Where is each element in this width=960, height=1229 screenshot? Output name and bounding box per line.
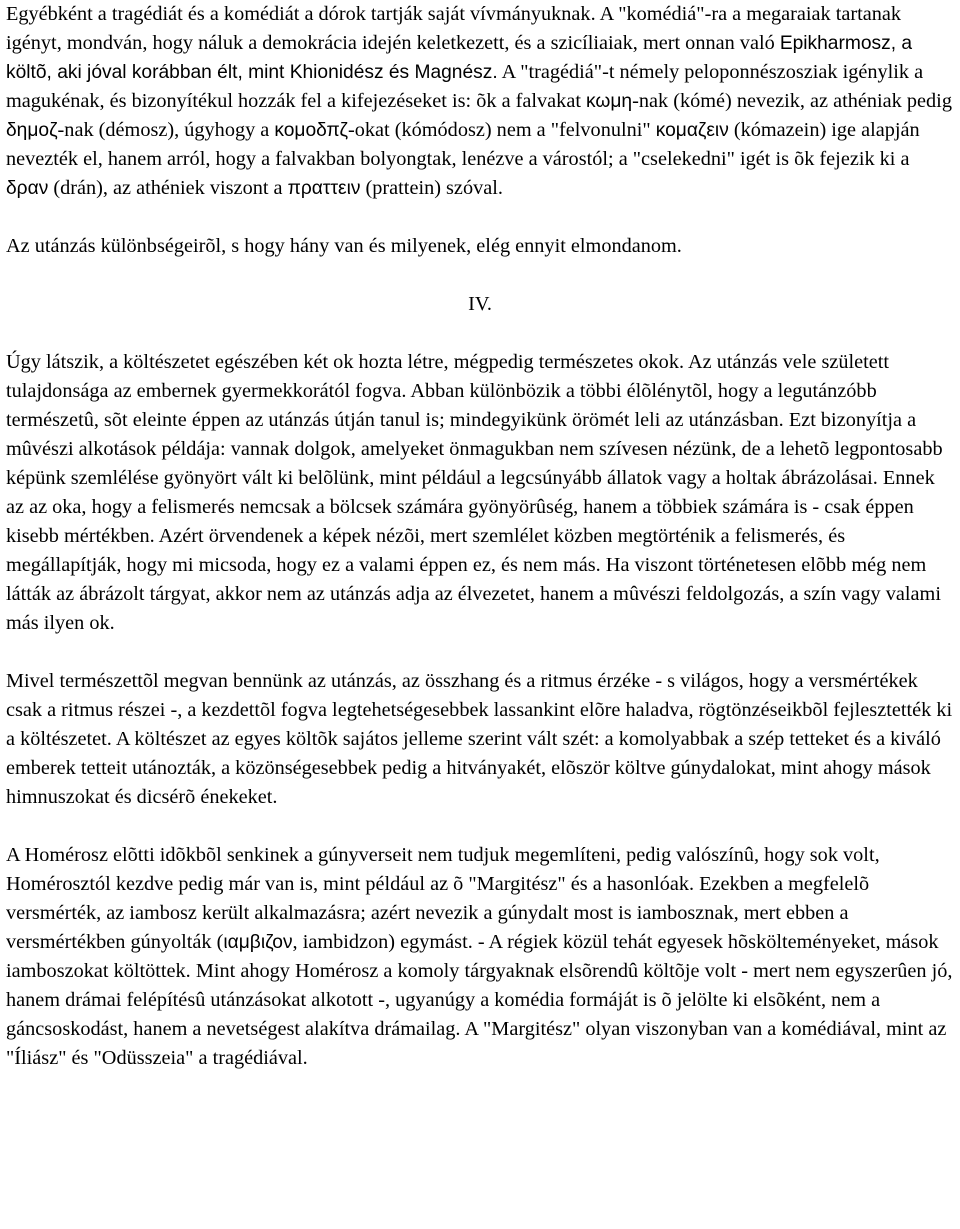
greek-word-demos: δημοζ <box>6 120 58 141</box>
paragraph-spacer <box>6 261 954 290</box>
paragraph-homer <box>6 841 954 1073</box>
section-heading: IV. <box>468 293 492 315</box>
greek-word-kome: κωμη <box>586 91 633 112</box>
paragraph-text: -nak (kómé) nevezik, az athéniak pedig <box>632 90 952 112</box>
paragraph-text: (prattein) szóval. <box>360 177 503 199</box>
paragraph-text: Egyébként a tragédiát és a komédiát a dórok tartják saját vívmányuknak. A "komédiá"-ra a megaraiak tartanak igényt, mondván, hogy náluk a demokrácia idején keletkezett, és a szicíliaiak, mert onnan való <box>6 3 902 54</box>
paragraph-text: , iambidzon) egymást. - A régiek közül tehát egyesek hõskölteményeket, mások iamboszokat költöttek. Mint ahogy Homérosz a komoly tárgyaknak elsõrendû költõje volt - mert nem egyszerûen jó, hanem drámai felépítésû utánzásokat alkotott -, ugyanúgy a komédia formáját is õ jelölte ki elsõként, nem a gáncsoskodást, hanem a nevetségest alakítva drámailag. A "Margitész" olyan viszonyban van a komédiával, mint az "Íliász" és "Odüsszeia" a tragédiával. <box>6 931 953 1069</box>
greek-word-iambizon: ιαμβιζον <box>223 932 293 953</box>
paragraph-spacer <box>6 638 954 667</box>
document-page <box>6 0 954 1073</box>
paragraph-text-sans: Epikharmosz, a költõ, aki jóval korábban élt, mint Khionidész és Magnész. <box>6 33 913 83</box>
paragraph-text: (drán), az athéniek viszont a <box>48 177 288 199</box>
paragraph-text: A Homérosz elõtti idõkbõl senkinek a gúnyverseit nem tudjuk megemlíteni, pedig valószínû, hogy sok volt, Homérosztól kezdve pedig már van is, mint például az õ "Margitész" és a hasonlóak. Ezekben a megfelelõ versmérték, az iambosz került alkalmazásra; azért nevezik a gúnydalt most is iambosznak, mert ebben a versmértékben gúnyolták ( <box>6 844 880 953</box>
paragraph-text: -nak (démosz), úgyhogy a <box>57 119 275 141</box>
paragraph-text: A "tragédiá"-t némely peloponnészosziak igénylik a magukénak, és bizonyítékul hozzák fel a kifejezéseket is: õk a falvakat <box>6 61 924 112</box>
paragraph-imitation: Úgy látszik, a költészetet egészében két ok hozta létre, mégpedig természetes okok. Az utánzás vele született tulajdonsága az embernek gyermekkorától fogva. Abban különbözik a többi élõlénytõl, hogy a legutánzóbb természetû, sõt eleinte éppen az utánzás útján tanul is; mindegyikünk örömét leli az utánzásban. Ezt bizonyítja a mûvészi alkotások példája: vannak dolgok, amelyeket önmagukban nem szívesen nézünk, de a lehetõ legpontosabb képünk szemlélése gyönyört vált ki belõlünk, mint például a legcsúnyább állatok vagy a holtak ábrázolásai. Ennek az az oka, hogy a felismerés nemcsak a bölcsek számára gyönyörûség, hanem a többiek számára is - csak éppen kisebb mértékben. Azért örvendenek a képek nézõi, mert szemlélet közben megtörténik a felismerés, és megállapítják, hogy mi micsoda, hogy ez a valami éppen ez, és nem más. Ha viszont történetesen elõbb még nem látták az ábrázolt tárgyat, akkor nem az utánzás adja az élvezetet, hanem a mûvészi feldolgozás, a szín vagy valami más ilyen ok. <box>6 351 943 634</box>
paragraph-rhythm: Mivel természettõl megvan bennünk az utánzás, az összhang és a ritmus érzéke - s világos, hogy a versmértékek csak a ritmus részei -, a kezdettõl fogva legtehetségesebbek lassankint elõre haladva, rögtönzéseikbõl fejlesztették ki a költészetet. A költészet az egyes költõk sajátos jelleme szerint vált szét: a komolyabbak a szép tetteket és a kiváló emberek tetteit utánozták, a közönségesebbek pedig a hitványakét, elõször költve gúnydalokat, mint ahogy mások himnuszokat és dicsérõ énekeket. <box>6 670 953 808</box>
paragraph-differences: Az utánzás különbségeirõl, s hogy hány van és milyenek, elég ennyit elmondanom. <box>6 235 682 257</box>
greek-word-komazein: κομαζειν <box>655 120 729 141</box>
paragraph-text: (kómazein) ige alapján nevezték el, hanem arról, hogy a falvakban bolyongtak, lenézve a várostól; a "cselekedni" igét is õk fejezik ki a <box>6 119 920 170</box>
paragraph-origins <box>6 0 954 203</box>
paragraph-text: -okat (kómódosz) nem a "felvonulni" <box>347 119 656 141</box>
paragraph-spacer <box>6 319 954 348</box>
greek-word-prattein: πραττειν <box>287 178 361 199</box>
paragraph-spacer <box>6 812 954 841</box>
greek-word-dran: δραν <box>6 178 49 199</box>
paragraph-spacer <box>6 203 954 232</box>
greek-word-komodos: κομοδπζ <box>274 120 348 141</box>
